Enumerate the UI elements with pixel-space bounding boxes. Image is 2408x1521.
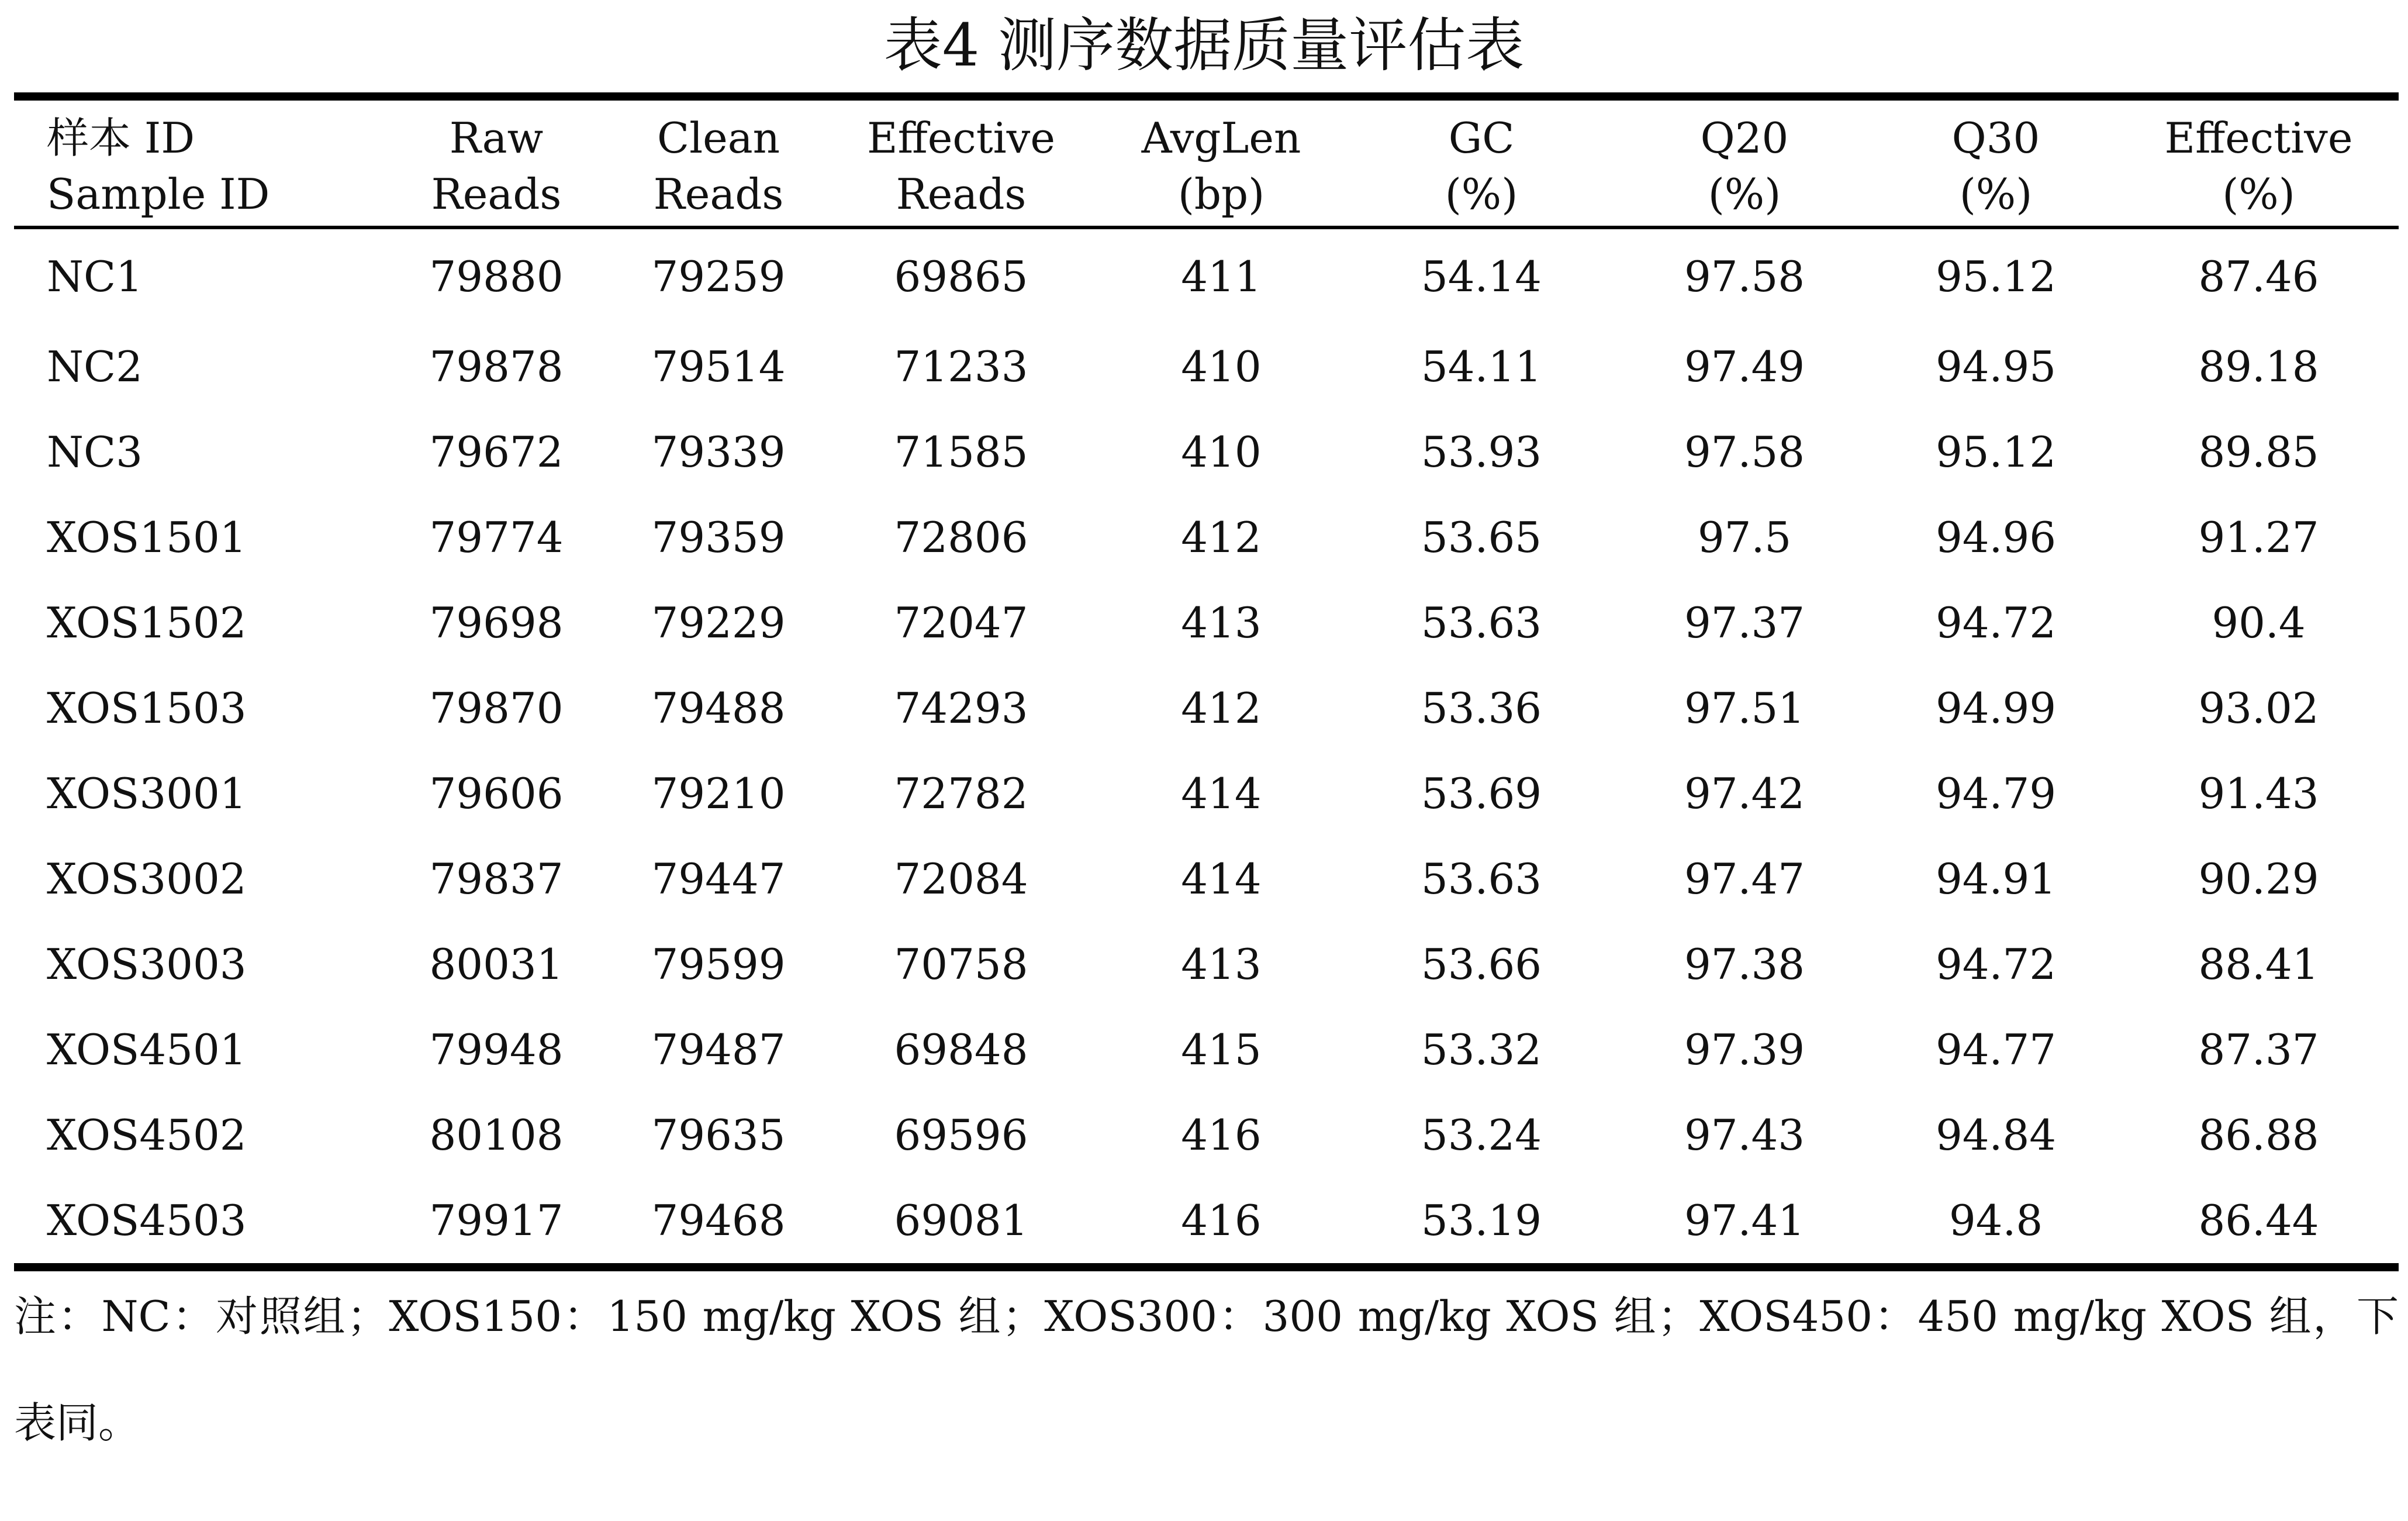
table-cell: 87.46 [2198,252,2319,301]
table-cell: 79514 [651,342,786,391]
table-cell: 69848 [894,1025,1028,1074]
sample-id-cell: NC1 [47,252,143,301]
table-row [14,324,2399,409]
table-cell: 95.12 [1935,252,2057,301]
table-cell: 86.44 [2198,1196,2319,1245]
table-cell: 416 [1181,1196,1262,1245]
sample-id-cell: XOS1501 [47,513,247,562]
sample-id-cell: NC2 [47,342,143,391]
column-header [382,96,610,227]
table-cell: 70758 [894,940,1028,989]
table-cell: 79210 [651,769,786,818]
table-cell: 97.41 [1684,1196,1805,1245]
table-cell: 95.12 [1935,427,2057,477]
column-header-line: Raw [449,113,544,163]
table-header [14,96,2399,227]
table-cell: 71233 [894,342,1028,391]
table-note: 注：NC：对照组；XOS150：150 mg/kg XOS 组；XOS300：300 mg/kg XOS 组；XOS450：450 mg/kg XOS 组，下表同。 [14,1292,2399,1447]
column-header-line: AvgLen [1141,113,1301,163]
column-header-line: 样本 ID [47,113,195,163]
table-cell: 412 [1181,513,1262,562]
column-header [1873,96,2119,227]
sample-id-cell: NC3 [47,427,143,477]
table-cell: 79878 [429,342,564,391]
sample-id-cell: XOS4502 [47,1110,247,1160]
sample-id-cell: XOS3001 [47,769,247,818]
table-cell: 97.37 [1684,598,1805,647]
table-cell: 88.41 [2198,940,2319,989]
table-cell: 87.37 [2198,1025,2319,1074]
table-cell: 53.69 [1421,769,1542,818]
table-cell: 97.38 [1684,940,1805,989]
table-cell: 414 [1181,769,1262,818]
column-header-line: Effective [2164,113,2353,163]
table-cell: 412 [1181,684,1262,733]
column-header [1096,96,1347,227]
table-cell: 79837 [429,854,564,903]
table-body [14,227,2399,1267]
table-cell: 72782 [894,769,1028,818]
table-cell: 53.36 [1421,684,1542,733]
table-cell: 410 [1181,342,1262,391]
table-cell: 79468 [651,1196,786,1245]
table-row [14,409,2399,495]
table-cell: 79672 [429,427,564,477]
table-cell: 97.58 [1684,252,1805,301]
table-cell: 69081 [894,1196,1028,1245]
table-cell: 79447 [651,854,786,903]
column-header-line: (%) [1959,170,2033,219]
table-cell: 97.5 [1697,513,1792,562]
table-cell: 79599 [651,940,786,989]
table-cell: 79339 [651,427,786,477]
table-cell: 53.63 [1421,854,1542,903]
table-cell: 94.72 [1935,598,2057,647]
table-cell: 80031 [429,940,564,989]
table-row [14,580,2399,665]
table-cell: 72806 [894,513,1028,562]
table-cell: 90.4 [2212,598,2306,647]
sample-id-cell: XOS4501 [47,1025,247,1074]
table-cell: 416 [1181,1110,1262,1160]
table-row [14,1092,2399,1178]
table-row [14,227,2399,324]
table-cell: 53.65 [1421,513,1542,562]
table-cell: 86.88 [2198,1110,2319,1160]
column-header [1347,96,1616,227]
table-cell: 80108 [429,1110,564,1160]
table-row [14,751,2399,836]
table-cell: 413 [1181,598,1262,647]
table-cell: 79917 [429,1196,564,1245]
table-cell: 93.02 [2198,684,2319,733]
sample-id-cell: XOS3003 [47,940,247,989]
column-header-line: Reads [431,170,562,219]
column-header-line: Reads [896,170,1027,219]
table-cell: 411 [1181,252,1262,301]
column-header-line: (%) [1708,170,1781,219]
column-header-line: Reads [653,170,784,219]
sequencing-quality-table [14,92,2399,1271]
table-cell: 89.85 [2198,427,2319,477]
column-header-line: Q20 [1700,113,1789,163]
table-cell: 69596 [894,1110,1028,1160]
column-header [1616,96,1873,227]
table-cell: 94.91 [1935,854,2057,903]
table-cell: 94.79 [1935,769,2057,818]
table-cell: 94.72 [1935,940,2057,989]
table-cell: 91.43 [2198,769,2319,818]
column-header-line: (%) [2222,170,2295,219]
table-cell: 74293 [894,684,1028,733]
table-row [14,495,2399,580]
table-cell: 97.47 [1684,854,1805,903]
table-cell: 79487 [651,1025,786,1074]
column-header [610,96,827,227]
table-cell: 90.29 [2198,854,2319,903]
table-cell: 53.19 [1421,1196,1542,1245]
table-cell: 413 [1181,940,1262,989]
sample-id-cell: XOS4503 [47,1196,247,1245]
table-cell: 69865 [894,252,1028,301]
table-cell: 97.39 [1684,1025,1805,1074]
table-cell: 97.51 [1684,684,1805,733]
table-cell: 97.43 [1684,1110,1805,1160]
table-cell: 89.18 [2198,342,2319,391]
table-cell: 97.58 [1684,427,1805,477]
table-cell: 53.66 [1421,940,1542,989]
column-header-line: GC [1448,113,1515,163]
table-cell: 94.84 [1935,1110,2057,1160]
column-header-line: (%) [1445,170,1518,219]
table-container [14,92,2399,1271]
table-cell: 72047 [894,598,1028,647]
table-cell: 414 [1181,854,1262,903]
table-cell: 54.14 [1421,252,1542,301]
table-cell: 79488 [651,684,786,733]
table-cell: 79635 [651,1110,786,1160]
table-cell: 72084 [894,854,1028,903]
table-cell: 415 [1181,1025,1262,1074]
column-header [827,96,1096,227]
table-cell: 79229 [651,598,786,647]
table-cell: 94.99 [1935,684,2057,733]
table-row [14,1007,2399,1092]
table-title: 表4 测序数据质量评估表 [883,11,1525,80]
sample-id-cell: XOS1502 [47,598,247,647]
table-cell: 94.8 [1948,1196,2043,1245]
table-row [14,836,2399,922]
column-header-line: (bp) [1177,170,1265,219]
table-cell: 79880 [429,252,564,301]
table-cell: 79870 [429,684,564,733]
table-cell: 94.77 [1935,1025,2057,1074]
table-cell: 53.32 [1421,1025,1542,1074]
table-cell: 91.27 [2198,513,2319,562]
table-cell: 79606 [429,769,564,818]
table-cell: 79359 [651,513,786,562]
column-header-line: Clean [657,113,780,163]
table-row [14,665,2399,751]
column-header-line: Effective [867,113,1055,163]
table-cell: 97.42 [1684,769,1805,818]
sample-id-cell: XOS1503 [47,684,247,733]
table-cell: 53.24 [1421,1110,1542,1160]
table-row [14,922,2399,1007]
table-cell: 54.11 [1421,342,1542,391]
table-cell: 94.95 [1935,342,2057,391]
header-row [14,96,2399,227]
table-cell: 53.93 [1421,427,1542,477]
column-header [14,96,382,227]
table-cell: 79698 [429,598,564,647]
column-header [2119,96,2399,227]
sample-id-cell: XOS3002 [47,854,247,903]
column-header-line: Sample ID [47,170,270,219]
table-cell: 410 [1181,427,1262,477]
table-cell: 79259 [651,252,786,301]
table-row [14,1178,2399,1267]
table-cell: 71585 [894,427,1028,477]
table-cell: 79948 [429,1025,564,1074]
table-cell: 94.96 [1935,513,2057,562]
table-cell: 79774 [429,513,564,562]
table-cell: 97.49 [1684,342,1805,391]
table-cell: 53.63 [1421,598,1542,647]
column-header-line: Q30 [1951,113,2040,163]
